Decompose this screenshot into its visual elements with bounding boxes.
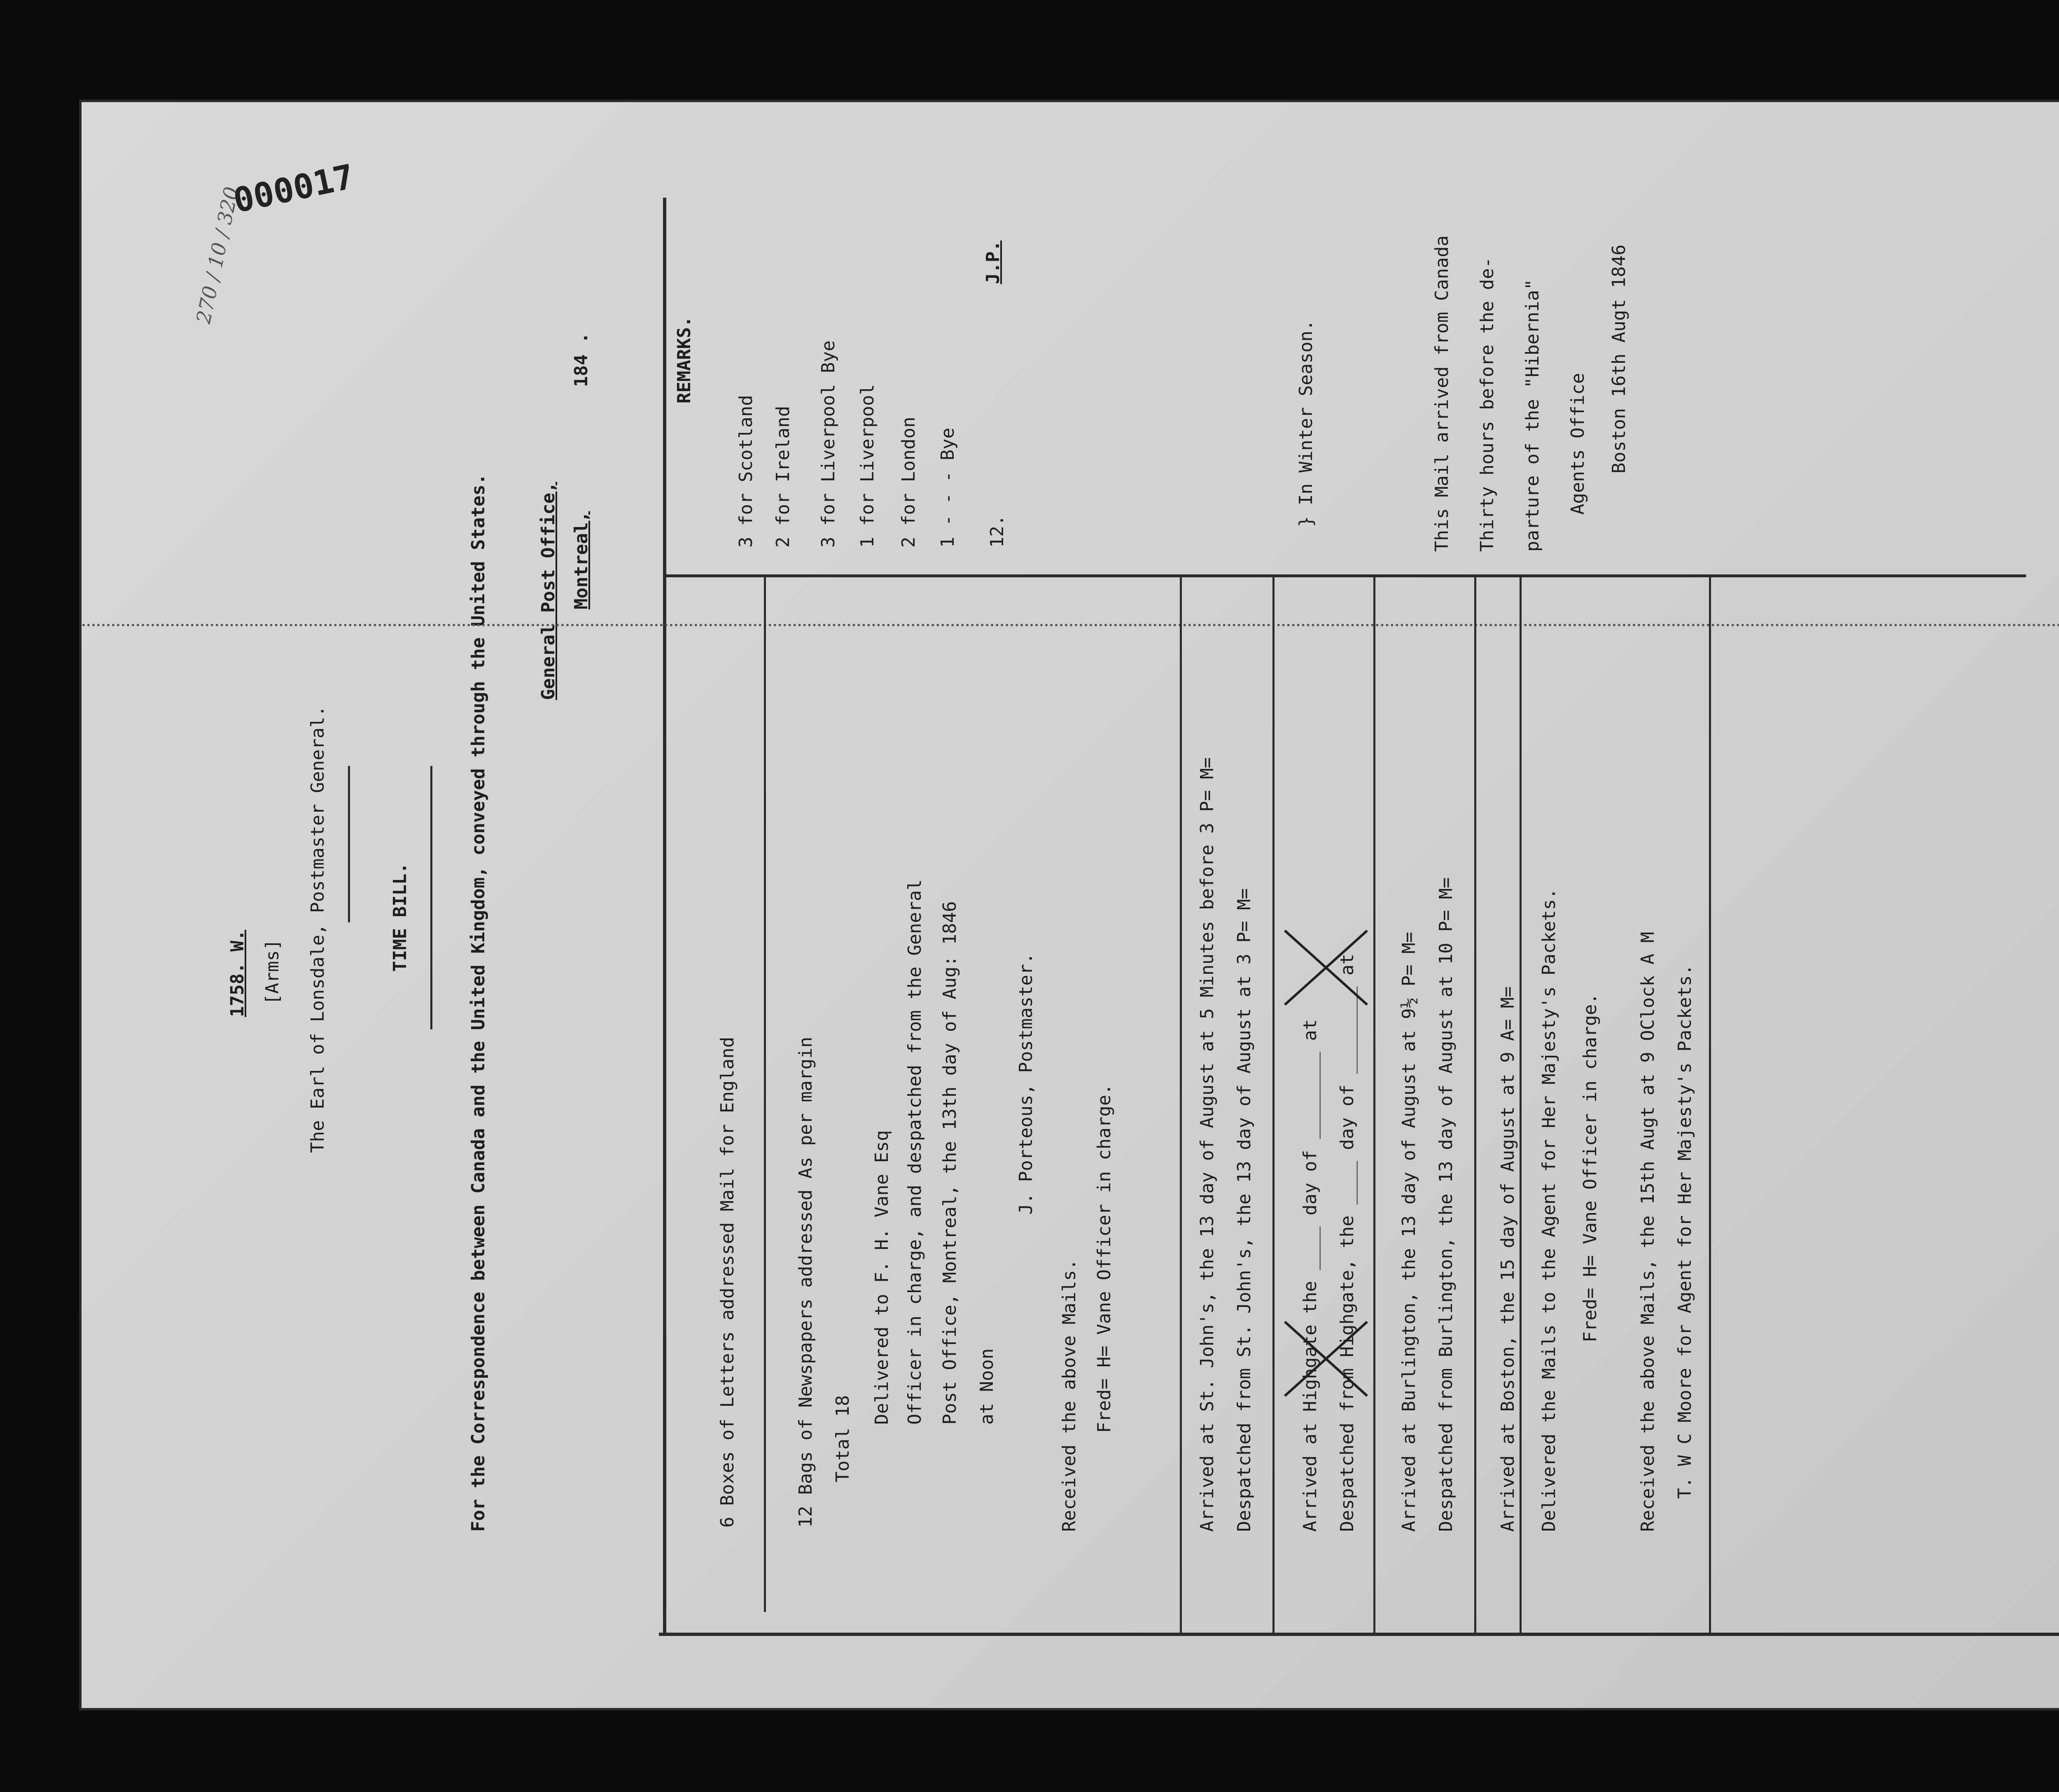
- remarks-heading: REMARKS.: [674, 316, 695, 404]
- delivered-line: Delivered to F. H. Vane Esq: [871, 1130, 892, 1425]
- fred-vane-line: Fred= H= Vane Officer in charge.: [1094, 1084, 1115, 1433]
- col-sep-3: [1272, 574, 1275, 1633]
- form-number: 1758. W.: [227, 930, 248, 1017]
- header-rule-2: [430, 766, 432, 1029]
- col-sep-6: [1520, 574, 1522, 1633]
- despatched-st-johns: Despatched from St. John's, the 13 day of August at 3 P= M=: [1234, 888, 1255, 1532]
- remark-item-6: 1 - - - Bye: [937, 427, 958, 548]
- remark-item-4: 1 for Liverpool: [857, 384, 878, 548]
- col-sep-2: [1180, 574, 1182, 1633]
- arrived-burlington: Arrived at Burlington, the 13 day of August at 9½ P= M=: [1398, 932, 1419, 1532]
- remark-item-5: 2 for London: [898, 417, 919, 548]
- description-line: For the Correspondence between Canada and the United Kingdom, conveyed through the United States.: [468, 474, 489, 1532]
- received-above: Received the above Mails, the 15th Augt at 9 OClock A M: [1637, 932, 1658, 1532]
- col-sep-7: [1709, 574, 1711, 1633]
- table-bottom-rule: [659, 1633, 2059, 1636]
- remarks-initials: J.P.: [983, 240, 1004, 284]
- total-line: Total 18: [832, 1395, 853, 1482]
- col-sep-1: [764, 574, 766, 1612]
- newspapers-line: 12 Bags of Newspapers addressed As per margin: [795, 1036, 816, 1528]
- remarks-divider: [663, 574, 2026, 577]
- col-sep-5: [1474, 574, 1476, 1633]
- remark-item-2: 2 for Ireland: [773, 406, 794, 548]
- moore-line: T. W C Moore for Agent for Her Majesty's Packets.: [1674, 964, 1695, 1499]
- stamp-number: 000017: [230, 157, 358, 221]
- post-office-line: Post Office, Montreal, the 13th day of Aug: 1846: [939, 901, 960, 1425]
- fred-vane-officer: Fred= H= Vane Officer in charge.: [1580, 993, 1601, 1342]
- arrived-highgate: Arrived at Highgate the ____ day of ________ at: [1300, 1019, 1321, 1532]
- received-line: Received the above Mails.: [1059, 1259, 1080, 1532]
- letters-line: 6 Boxes of Letters addressed Mail for England: [717, 1036, 738, 1528]
- remark-note-3: parture of the "Hibernia": [1522, 279, 1543, 552]
- pencil-note: 270 / 10 / 320: [192, 184, 244, 326]
- delivered-agent: Delivered the Mails to the Agent for Her Majesty's Packets.: [1538, 888, 1559, 1532]
- despatched-burlington: Despatched from Burlington, the 13 day of August at 10 P= M=: [1436, 877, 1457, 1532]
- year-184: 184 .: [571, 332, 592, 387]
- remark-note-2: Thirty hours before the de-: [1477, 257, 1498, 552]
- winter-season-note: } In Winter Season.: [1296, 320, 1317, 527]
- postmaster-line: J. Porteous, Postmaster.: [1015, 953, 1037, 1215]
- place-montreal: Montreal,: [571, 511, 592, 609]
- remark-note-1: This Mail arrived from Canada: [1431, 235, 1452, 552]
- remark-note-4: Agents Office: [1567, 373, 1588, 515]
- arrived-st-johns: Arrived at St. John's, the 13 day of August at 5 Minutes before 3 P= M=: [1197, 757, 1218, 1532]
- officer-line: Officer in charge, and despatched from the General: [904, 879, 925, 1425]
- at-noon-line: at Noon: [976, 1348, 997, 1425]
- table-left-rule: [663, 198, 666, 1635]
- highgate-cross-out: [1277, 906, 1375, 1421]
- remark-note-5: Boston 16th Augt 1846: [1608, 244, 1629, 474]
- issuer-line: The Earl of Lonsdale, Postmaster General.: [307, 705, 328, 1153]
- remark-item-7: 12.: [987, 515, 1008, 548]
- remark-item-1: 3 for Scotland: [735, 395, 756, 548]
- fold-line: [82, 624, 2059, 626]
- time-bill-title: TIME BILL.: [390, 863, 411, 972]
- arrived-boston: Arrived at Boston, the 15 day of August at 9 A= M=: [1497, 986, 1518, 1532]
- header-rule-1: [348, 766, 350, 922]
- arms-label: [Arms]: [262, 939, 283, 1005]
- remark-item-3: 3 for Liverpool Bye: [818, 340, 839, 548]
- despatched-highgate: Despatched from Highgate, the ____ day of ________ at: [1337, 954, 1358, 1532]
- general-post-office: General Post Office,: [538, 482, 559, 700]
